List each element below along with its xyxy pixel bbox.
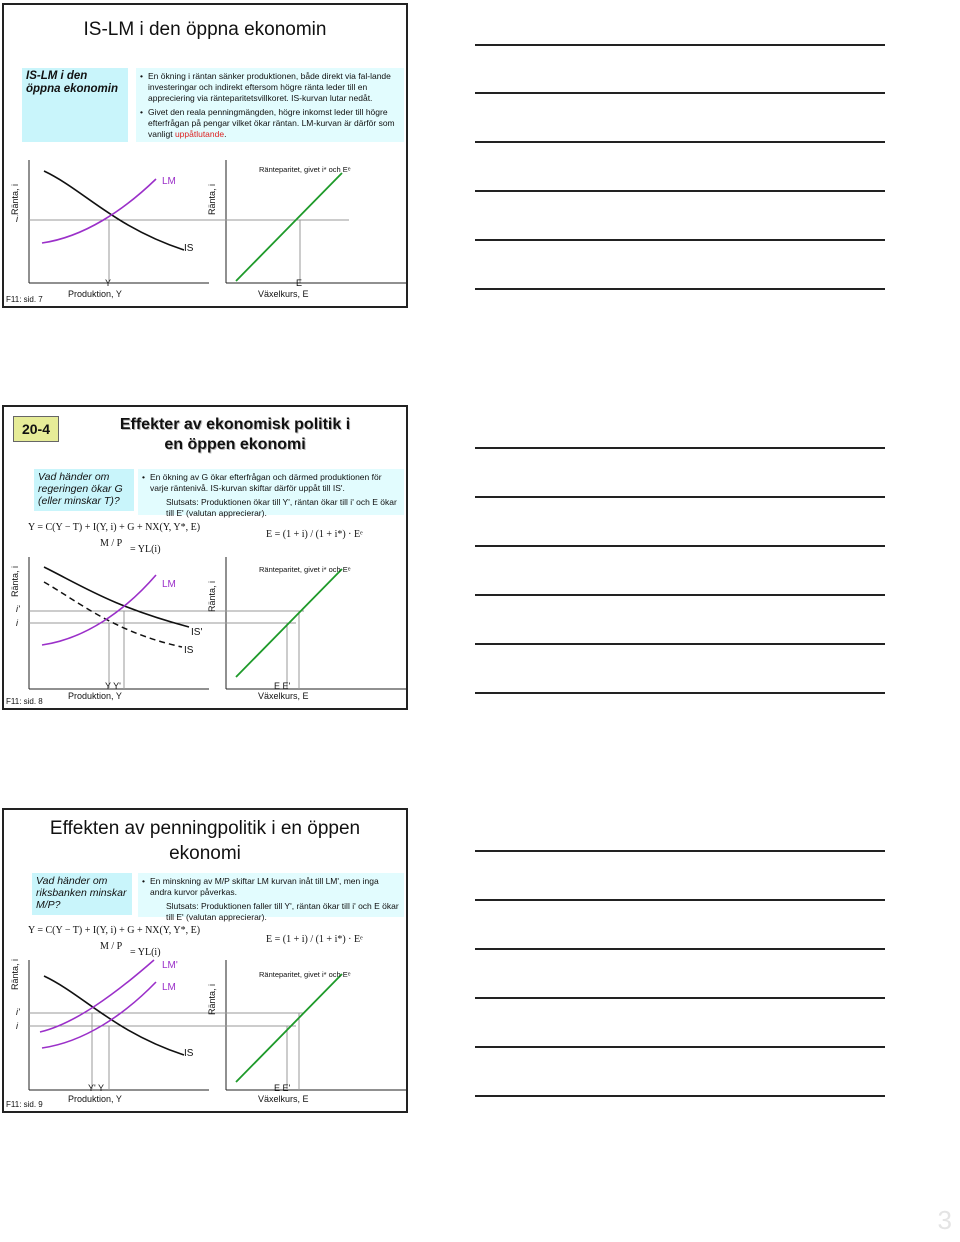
is-label: IS (184, 645, 194, 656)
x-axis-label: Växelkurs, E (258, 1094, 309, 1104)
note-line (475, 594, 885, 596)
bullet-text: • En ökning av G ökar efterfrågan och därmed produktionen för varje räntenivå. IS-kurvan skiftar därför uppåt till IS'. (150, 472, 400, 494)
note-line (475, 496, 885, 498)
i-prime-label: i' (16, 604, 20, 614)
is-label: IS (184, 243, 194, 254)
x-tick: Y (105, 278, 112, 288)
x-axis-label: Växelkurs, E (258, 691, 309, 701)
y-axis-label: Ränta, i (207, 983, 217, 1015)
note-line (475, 545, 885, 547)
lm-curve (42, 575, 156, 645)
slide-8 (2, 405, 408, 710)
note-line (475, 44, 885, 46)
bullet-text: • En minskning av M/P skiftar LM kurvan inåt till LM', men inga andra kurvor påverkas. (150, 876, 400, 898)
parity-label: Ränteparitet, givet i* och Eᵉ (259, 165, 351, 174)
monetary-policy-diagram (4, 810, 410, 1115)
lm-label: LM (162, 982, 176, 993)
is-equation: Y = C(Y − T) + I(Y, i) + G + NX(Y, Y*, E) (28, 522, 201, 533)
y-axis-label: Ränta, i (10, 565, 20, 597)
note-line (475, 288, 885, 290)
fiscal-policy-diagram (4, 407, 410, 712)
footer: F11: sid. 9 (6, 1100, 43, 1109)
side-label: Vad händer om riksbanken minskar M/P? (32, 873, 132, 915)
parity-equation: E = (1 + i) / (1 + i*) · Eᵉ (266, 529, 363, 540)
parity-line (236, 173, 342, 281)
is-prime-label: IS' (191, 627, 203, 638)
note-line (475, 447, 885, 449)
is-prime-curve (44, 567, 189, 627)
note-line (475, 190, 885, 192)
x-axis-label: Produktion, Y (68, 691, 122, 701)
note-line (475, 1046, 885, 1048)
slide-title: IS-LM i den öppna ekonomin (83, 19, 327, 40)
conclusion-text: Slutsats: Produktionen faller till Y', räntan ökar till i' och E ökar till E' (valutan apprecierar). (166, 901, 399, 922)
note-line (475, 643, 885, 645)
note-line (475, 948, 885, 950)
lm-equation-rhs: = YL(i) (130, 544, 161, 555)
page-number: 3 (937, 1205, 952, 1235)
y-axis-label: Ränta, i (207, 580, 217, 612)
conclusion-text: Slutsats: Produktionen ökar till Y', räntan ökar till i' och E ökar till E' (valutan apprecierar). (166, 497, 397, 518)
i-label: i (16, 214, 18, 224)
bullet-text: • Givet den reala penningmängden, högre inkomst leder till högre efterfrågan på pengar vilket ökar räntan. LM-kurvan är därför som vanligt uppåtlutande. (148, 107, 400, 140)
y-axis-label: Ränta, i (10, 183, 20, 215)
is-label: IS (184, 1048, 194, 1059)
lm-prime-curve (40, 960, 154, 1032)
slide-7 (2, 3, 408, 308)
parity-equation: E = (1 + i) / (1 + i*) · Eᵉ (266, 934, 363, 945)
lm-curve (42, 179, 156, 243)
y-axis-label: Ränta, i (207, 183, 217, 215)
note-line (475, 997, 885, 999)
i-label: i (16, 618, 18, 628)
side-label: Vad händer om regeringen ökar G (eller minskar T)? (34, 469, 134, 511)
lm-label: LM (162, 579, 176, 590)
x-ticks: Y Y' (105, 681, 121, 691)
i-prime-label: i' (16, 1007, 20, 1017)
x-axis-label: Växelkurs, E (258, 289, 309, 299)
x-axis-label: Produktion, Y (68, 1094, 122, 1104)
is-lm-diagram (4, 5, 410, 310)
x-ticks: Y' Y (88, 1083, 105, 1093)
note-line (475, 899, 885, 901)
i-label: i (16, 1021, 18, 1031)
chapter-badge: 20-4 (13, 416, 59, 442)
note-line (475, 692, 885, 694)
parity-label: Ränteparitet, givet i* och Eᵉ (259, 970, 351, 979)
x-tick: E (296, 278, 303, 288)
x-axis-label: Produktion, Y (68, 289, 122, 299)
note-line (475, 92, 885, 94)
note-line (475, 239, 885, 241)
note-line (475, 1095, 885, 1097)
slide-9 (2, 808, 408, 1113)
x-ticks: E E' (274, 1083, 291, 1093)
lm-equation-lhs: M / P (100, 941, 123, 952)
footer: F11: sid. 8 (6, 697, 43, 706)
note-line (475, 850, 885, 852)
x-ticks: E E' (274, 681, 291, 691)
slide-title: Effekten av penningpolitik i en öppen ekonomi (49, 818, 361, 864)
lm-label: LM (162, 176, 176, 187)
side-label: IS-LM i den öppna ekonomin (22, 68, 128, 142)
lm-equation-rhs: = YL(i) (130, 947, 161, 958)
parity-line (236, 974, 342, 1082)
lm-curve (42, 982, 156, 1048)
lm-prime-label: LM' (162, 960, 178, 971)
slide-title: Effekter av ekonomisk politik i en öppen ekonomi (119, 416, 351, 453)
note-line (475, 141, 885, 143)
is-equation: Y = C(Y − T) + I(Y, i) + G + NX(Y, Y*, E) (28, 925, 201, 936)
lm-equation-lhs: M / P (100, 538, 123, 549)
y-axis-label: Ränta, i (10, 958, 20, 990)
bullet-text: • En ökning i räntan sänker produktionen, både direkt via fal-lande investeringar och indirekt eftersom högre ränta leder till en appreciering via ränteparitetsvillkoret. IS-kurvan lutar nedåt. (148, 71, 400, 104)
parity-label: Ränteparitet, givet i* och Eᵉ (259, 565, 351, 574)
footer: F11: sid. 7 (6, 295, 43, 304)
